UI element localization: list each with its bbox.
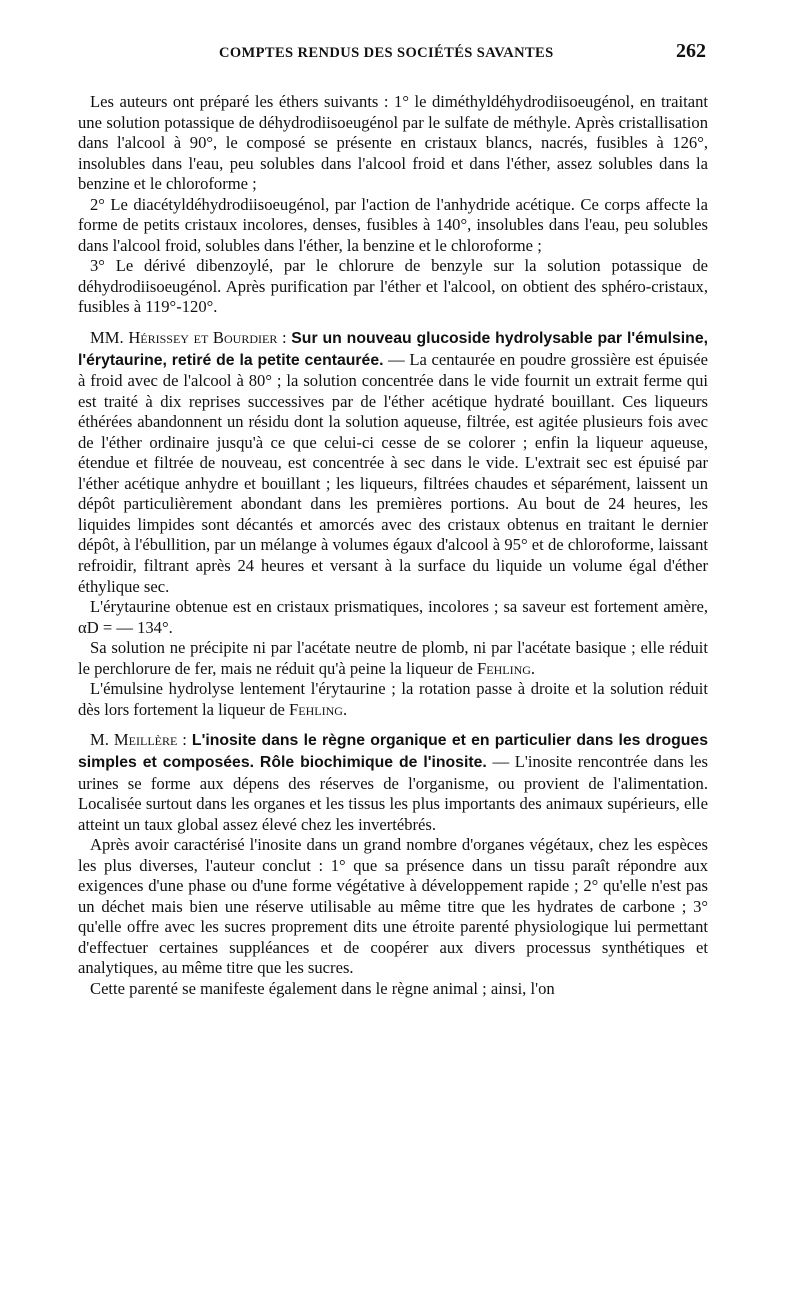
entry-authors: Hérissey et Bourdier <box>128 328 278 348</box>
paragraph-end: . <box>530 658 536 678</box>
reagent-name: Fehling <box>477 658 531 678</box>
page-body <box>78 92 708 1000</box>
running-head: COMPTES RENDUS DES SOCIÉTÉS SAVANTES <box>219 45 554 61</box>
paragraph-erytaurine-solution <box>78 638 708 679</box>
paragraph-inosite-conclusion: Après avoir caractérisé l'inosite dans un grand nombre d'organes végétaux, chez les espèces les plus diverses, l'auteur conclut : 1° que sa présence dans un tissu paraît répondre aux exigences d'une phase ou d'une forme végétative à développement rapide ; 2° qu'elle n'est pas un déchet mais bien une réserve utilisable au même titre que les hydrates de carbone ; 3° qu'elle offre avec les sucres proprement dits une étroite parenté physiologique lui permettant d'effectuer certaines suppléances et de coopérer aux divers processus synthétiques et analytiques, au même titre que les sucres. <box>78 835 708 978</box>
paragraph-emulsine <box>78 679 708 720</box>
entry-inosite <box>78 730 708 835</box>
paragraph-text: L'émulsine hydrolyse lentement l'érytaurine ; la rotation passe à droite et la solution réduit dès lors fortement la liqueur de <box>78 679 708 719</box>
entry-separator: : <box>177 730 192 750</box>
entry-title: L'inosite dans le règne organique et en particulier dans les drogues simples et composées. Rôle biochimique de l'inosite. <box>78 732 708 771</box>
paragraph-diacetyl: 2° Le diacétyldéhydrodiisoeugénol, par l'action de l'anhydride acétique. Ce corps affecte la forme de petits cristaux incolores, denses, fusibles à 140°, insolubles dans l'eau, peu solubles dans l'alcool froid, solubles dans l'éther, la benzine et le chloroforme ; <box>78 194 708 255</box>
entry-lead: MM. <box>90 328 129 348</box>
paragraph-inosite-animal: Cette parenté se manifeste également dans le règne animal ; ainsi, l'on <box>90 978 555 998</box>
paragraph-end: . <box>342 699 348 719</box>
entry-body: — L'inosite rencontrée dans les urines se forme aux dépens des réserves de l'organisme, ou provient de l'alimentation. Localisée surtout dans les organes et les tissus les plus importants des animaux supérieurs, elle atteint un taux global assez élevé chez les invertébrés. <box>78 751 708 834</box>
paragraph-dibenzoyl: 3° Le dérivé dibenzoylé, par le chlorure de benzyle sur la solution potassique de déhydrodiisoeugénol. Après purification par l'éther et l'alcool, on obtient des sphéro-cristaux, fusibles à 119°-120°. <box>78 256 708 317</box>
entry-erytaurine <box>78 328 708 597</box>
entry-lead: M. <box>90 730 114 750</box>
page-number: 262 <box>676 40 706 62</box>
paragraph-erytaurine-crystals: L'érytaurine obtenue est en cristaux prismatiques, incolores ; sa saveur est fortement amère, αD = — 134°. <box>78 597 708 637</box>
entry-separator: : <box>277 328 292 348</box>
paragraph-dimethyl-ether: Les auteurs ont préparé les éthers suivants : 1° le diméthyldéhydrodiisoeugénol, en traitant une solution potassique de déhydrodiisoeugénol par le sulfate de méthyle. Après cristallisation dans l'alcool à 90°, le composé se présente en cristaux blancs, nacrés, fusibles à 126°, insolubles dans l'eau, peu solubles dans l'alcool froid et dans l'éther, assez solubles dans la benzine et le chloroforme ; <box>78 92 708 194</box>
paragraph-text: Sa solution ne précipite ni par l'acétate neutre de plomb, ni par l'acétate basique ; elle réduit le perchlorure de fer, mais ne réduit qu'à peine la liqueur de <box>78 638 708 678</box>
page-header <box>78 40 708 68</box>
entry-title: Sur un nouveau glucoside hydrolysable par l'émulsine, l'érytaurine, retiré de la petite centaurée. <box>78 330 708 369</box>
reagent-name: Fehling <box>289 699 343 719</box>
entry-body: — La centaurée en poudre grossière est épuisée à froid avec de l'alcool à 80° ; la solution concentrée dans le vide fournit un extrait ferme qui est traité à dix reprises successives par de l'éther acétique hydraté bouillant. Ces liqueurs éthérées abandonnent un résidu dont la solution aqueuse, filtrée, est agitée plusieurs fois avec de l'éther ordinaire jusqu'à ce que celui-ci cesse de se colorer ; enfin la liqueur aqueuse, étendue et filtrée de nouveau, est concentrée à sec dans le vide. L'extrait sec est épuisé par l'éther acétique anhydre et bouillant ; les liqueurs, filtrées chaudes et séparément, laissent un dépôt particulièrement abondant dans les premières portions. Au bout de 24 heures, les liquides limpides sont décantés et amorcés avec des cristaux obtenus en traitant le dernier dépôt, à l'ébullition, par un mélange à volumes égaux d'alcool à 95° et de chloroforme, laissant refroidir, filtrant après 24 heures et versant à la surface du liquide un volume égal d'éther éthylique sec. <box>78 349 708 596</box>
entry-authors: Meillère <box>113 730 178 750</box>
